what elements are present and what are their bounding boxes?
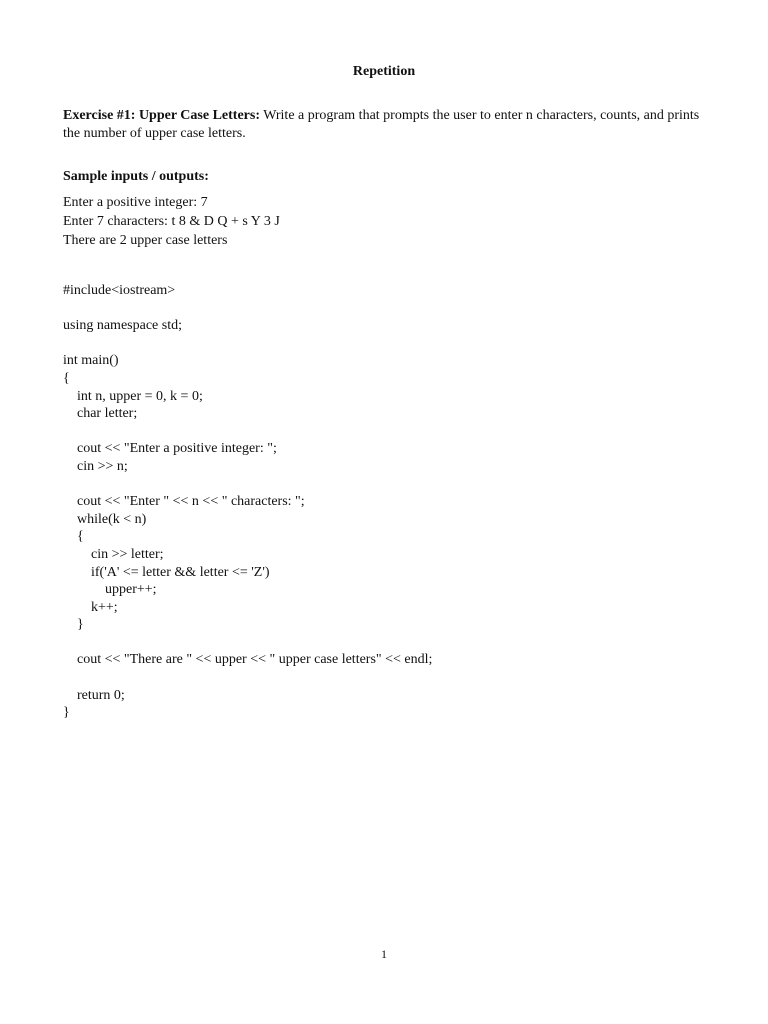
code-line: while(k < n) <box>63 511 147 527</box>
code-line: using namespace std; <box>63 318 182 334</box>
sample-line: Enter a positive integer: 7 <box>63 195 208 210</box>
code-line: } <box>63 617 84 633</box>
code-line: { <box>63 529 84 545</box>
code-line: } <box>63 705 70 721</box>
code-line: cin >> letter; <box>63 546 164 562</box>
code-line: return 0; <box>63 687 125 703</box>
code-line: cout << "There are " << upper << " upper case letters" << endl; <box>63 652 433 668</box>
code-line: cout << "Enter a positive integer: "; <box>63 441 277 457</box>
code-line: { <box>63 370 70 386</box>
code-line: #include<iostream> <box>63 283 176 298</box>
exercise-paragraph <box>63 107 713 143</box>
exercise-label: Exercise #1: Upper Case Letters: <box>63 108 260 123</box>
code-line <box>63 669 432 687</box>
exercise-text: Write a program that prompts the user to enter n characters, counts, and prints the number of upper case letters. <box>63 108 700 141</box>
page-title: Repetition <box>352 64 416 79</box>
code-line: int n, upper = 0, k = 0; <box>63 388 203 404</box>
code-line: k++; <box>63 599 118 615</box>
code-line <box>63 335 432 353</box>
sample-output-block <box>63 193 280 250</box>
sample-line: Enter 7 characters: t 8 & D Q + s Y 3 J <box>63 214 280 229</box>
code-line <box>63 476 432 494</box>
code-listing <box>63 282 432 722</box>
code-line <box>63 634 432 652</box>
code-line: cout << "Enter " << n << " characters: "; <box>63 494 305 510</box>
code-line: upper++; <box>63 582 157 598</box>
sample-heading: Sample inputs / outputs: <box>63 169 209 184</box>
code-line: char letter; <box>63 406 138 422</box>
code-line <box>63 300 432 318</box>
page-number: 1 <box>381 947 387 961</box>
code-line: int main() <box>63 353 119 369</box>
code-line: cin >> n; <box>63 458 128 474</box>
sample-line: There are 2 upper case letters <box>63 233 228 248</box>
code-line <box>63 423 432 441</box>
code-line: if('A' <= letter && letter <= 'Z') <box>63 564 270 580</box>
